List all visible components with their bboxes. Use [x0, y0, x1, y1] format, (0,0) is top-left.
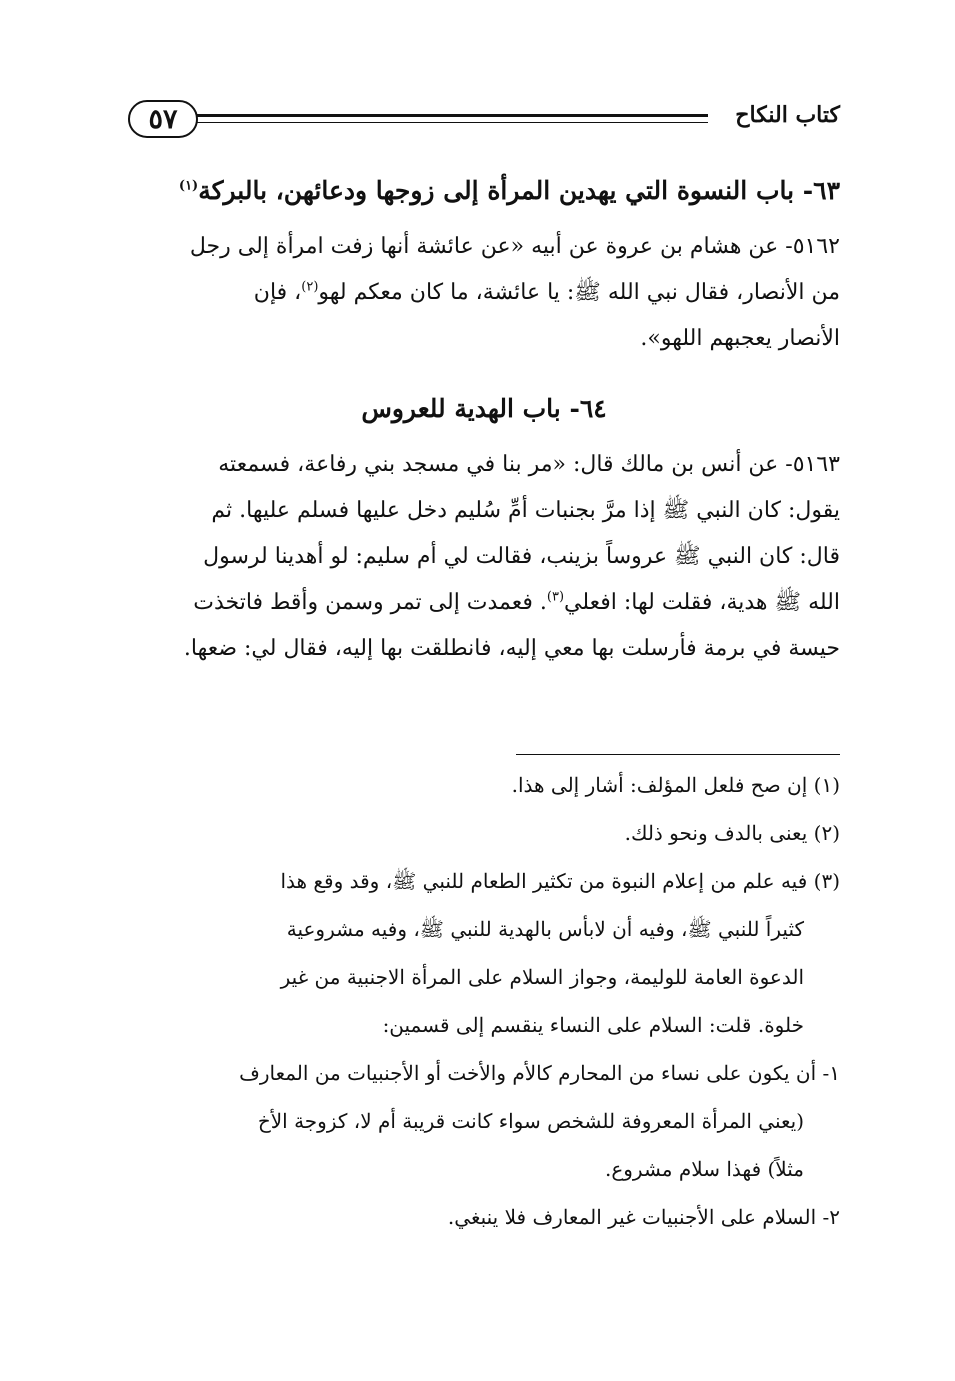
footnote-line: (٢) يعنى بالدف ونحو ذلك. — [624, 821, 840, 845]
footnote-line: (يعني المرأة المعروفة للشخص سواء كانت قريبة أم لا، كزوجة الأخ — [257, 1109, 804, 1133]
chapter-heading-text: ٦٣- باب النسوة التي يهدين المرأة إلى زوجها ودعائهن، بالبركة — [198, 176, 840, 205]
header-rule — [196, 114, 708, 123]
footnote-list — [128, 761, 840, 1241]
footnote-ref: (١) — [178, 178, 199, 194]
book-title: كتاب النكاح — [735, 102, 840, 128]
chapter-heading-63 — [128, 168, 840, 214]
text-line: حيسة في برمة فأرسلت بها معي إليه، فانطلقت بها إليه، فقال لي: ضعها. — [183, 636, 840, 661]
hadith-5163 — [128, 442, 840, 672]
footnote-line: كثيراً للنبي ﷺ، وفيه أن لابأس بالهدية للنبي ﷺ، وفيه مشروعية — [286, 917, 804, 941]
text-line: ٥١٦٢- عن هشام بن عروة عن أبيه «عن عائشة أنها زفت امرأة إلى رجل — [189, 234, 840, 259]
text-span: من الأنصار، فقال نبي الله ﷺ: يا عائشة، ما كان معكم لهو — [318, 280, 840, 305]
text-line: قال: كان النبي ﷺ عروساً بزينب، فقالت لي أم سليم: لو أهدينا لرسول — [203, 544, 840, 569]
footnote-line: ٢- السلام على الأجنبيات غير المعارف فلا ينبغي. — [447, 1205, 840, 1229]
hadith-5162 — [128, 224, 840, 362]
footnote-line: (١) إن صح فلعل المؤلف: أشار إلى هذا. — [511, 773, 840, 797]
text-span: . فعمدت إلى تمر وسمن وأقط فاتخذت — [193, 590, 547, 615]
footnote-ref: (٣) — [546, 589, 565, 605]
footnote-separator — [516, 754, 840, 755]
text-span: الله ﷺ هدية، فقلت لها: افعلي — [564, 590, 840, 615]
footnote-line: (٣) فيه علم من إعلام النبوة من تكثير الطعام للنبي ﷺ، وقد وقع هذا — [280, 869, 840, 893]
text-line: الأنصار يعجبهم اللهو». — [640, 326, 840, 351]
footnote-line: خلوة. قلت: السلام على النساء ينقسم إلى قسمين: — [382, 1013, 804, 1037]
text-line — [128, 270, 840, 316]
page-header — [128, 98, 840, 144]
text-span: ، فإن — [253, 280, 302, 305]
chapter-heading-64: ٦٤- باب الهدية للعروس — [361, 394, 607, 423]
text-line: يقول: كان النبي ﷺ إذا مرَّ بجنبات أمِّ سُليم دخل عليها فسلم عليها. ثم — [211, 498, 840, 523]
text-line — [128, 580, 840, 626]
text-line: ٥١٦٣- عن أنس بن مالك قال: «مر بنا في مسجد بني رفاعة، فسمعته — [218, 452, 840, 477]
footnote-line: مثلاً) فهذا سلام مشروع. — [604, 1157, 804, 1181]
main-text — [128, 168, 840, 672]
page-number: ٥٧ — [128, 100, 198, 138]
footnote-ref: (٢) — [301, 279, 319, 295]
footnotes — [128, 754, 840, 1241]
footnote-line: ١- أن يكون على نساء من المحارم كالأم والأخت أو الأجنبيات من المعارف — [239, 1061, 840, 1085]
footnote-line: الدعوة العامة للوليمة، وجواز السلام على المرأة الاجنبية من غير — [280, 965, 804, 989]
